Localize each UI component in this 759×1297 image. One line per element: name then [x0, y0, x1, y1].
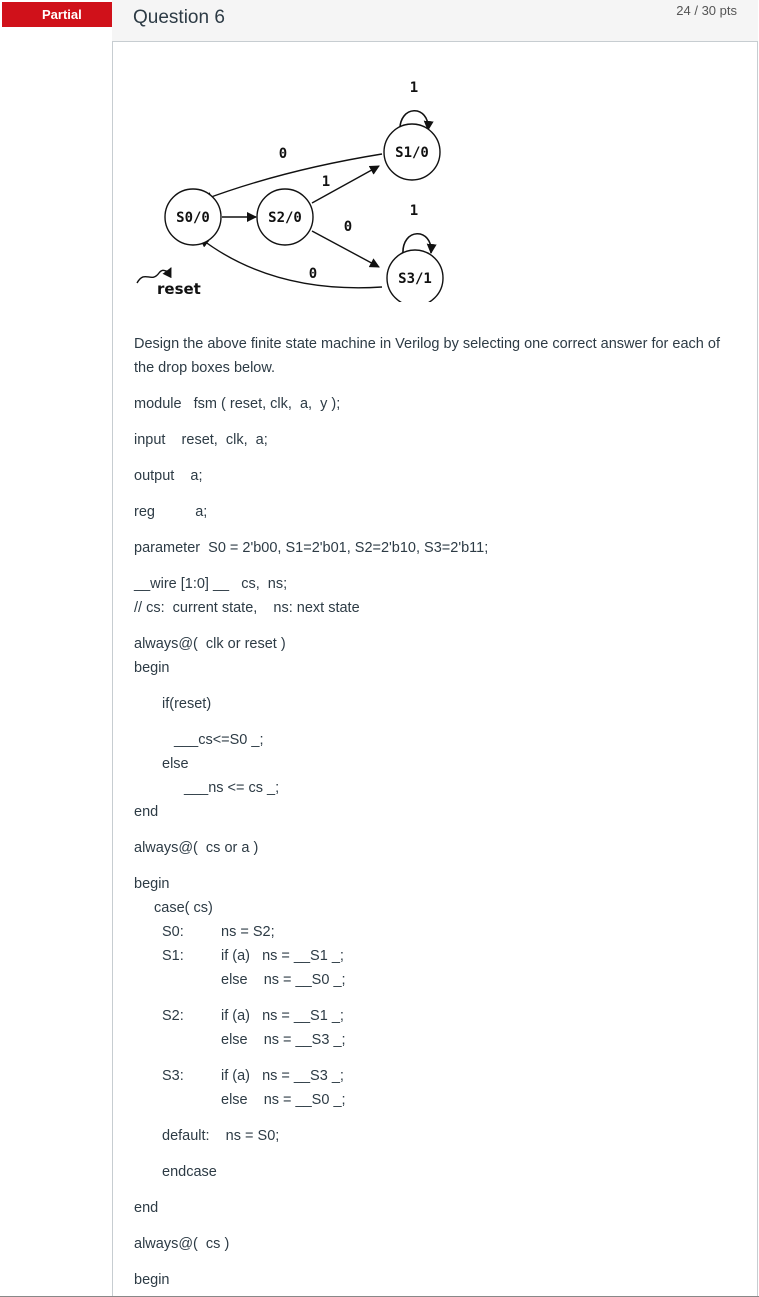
code-always2: always@( cs or a ) — [134, 840, 259, 856]
edge-label-s3-s0: 0 — [308, 266, 318, 282]
question-header — [112, 0, 758, 42]
code-else1: else — [162, 756, 189, 772]
state-s2-label: S2/0 — [268, 210, 302, 226]
code-end1: end — [134, 804, 159, 820]
code-begin2: begin — [134, 876, 170, 892]
reset-label: reset — [157, 280, 201, 298]
edge-label-s1-loop: 1 — [409, 80, 419, 96]
edge-s3-s0 — [200, 238, 382, 288]
partial-badge: Partial — [2, 2, 112, 27]
code-always1: always@( clk or reset ) — [134, 636, 286, 652]
code-s2-if-dropdown[interactable]: if (a) ns = __S1 _; — [221, 1008, 344, 1024]
code-end2: end — [134, 1200, 159, 1216]
state-s3-label: S3/1 — [398, 271, 432, 287]
code-s2-label: S2: — [162, 1008, 184, 1024]
code-output: output a; — [134, 468, 203, 484]
question-description: Design the above finite state machine in Verilog by selecting one correct answer for each of the drop boxes below. — [134, 336, 720, 376]
code-cs-assign-dropdown[interactable]: ___cs<=S0 _; — [174, 732, 264, 748]
question-body — [112, 42, 758, 1297]
state-s0-label: S0/0 — [176, 210, 210, 226]
edge-s2-s3 — [312, 231, 379, 267]
code-case: case( cs) — [154, 900, 213, 916]
code-s0-stmt: ns = S2; — [221, 924, 275, 940]
code-wire-dropdown[interactable]: __wire [1:0] __ cs, ns; — [134, 576, 288, 592]
question-points: 24 / 30 pts — [676, 3, 737, 18]
code-always3: always@( cs ) — [134, 1236, 230, 1252]
edge-label-s2-s1: 1 — [321, 174, 331, 190]
code-s1-if-dropdown[interactable]: if (a) ns = __S1 _; — [221, 948, 344, 964]
code-begin3: begin — [134, 1272, 170, 1288]
code-comment: // cs: current state, ns: next state — [134, 600, 360, 616]
code-s2-else-dropdown[interactable]: else ns = __S3 _; — [221, 1032, 346, 1048]
code-s1-else-dropdown[interactable]: else ns = __S0 _; — [221, 972, 346, 988]
code-s0-label: S0: — [162, 924, 184, 940]
code-s3-if-dropdown[interactable]: if (a) ns = __S3 _; — [221, 1068, 344, 1084]
code-parameter: parameter S0 = 2'b00, S1=2'b01, S2=2'b10, S3=2'b11; — [134, 540, 489, 556]
code-endcase: endcase — [162, 1164, 217, 1180]
code-ns-assign-dropdown[interactable]: ___ns <= cs _; — [184, 780, 280, 796]
code-if-reset: if(reset) — [162, 696, 212, 712]
edge-label-s2-s3: 0 — [343, 219, 353, 235]
question-title: Question 6 — [133, 7, 225, 28]
code-s1-label: S1: — [162, 948, 184, 964]
code-reg: reg a; — [134, 504, 208, 520]
edge-label-s3-loop: 1 — [409, 203, 419, 219]
code-s3-label: S3: — [162, 1068, 184, 1084]
state-s1-label: S1/0 — [395, 145, 429, 161]
edge-label-s1-s0: 0 — [278, 146, 288, 162]
fsm-diagram — [133, 62, 463, 302]
code-module: module fsm ( reset, clk, a, y ); — [134, 396, 341, 412]
code-s3-else-dropdown[interactable]: else ns = __S0 _; — [221, 1092, 346, 1108]
code-begin1: begin — [134, 660, 170, 676]
code-default: default: ns = S0; — [162, 1128, 280, 1144]
code-input: input reset, clk, a; — [134, 432, 268, 448]
